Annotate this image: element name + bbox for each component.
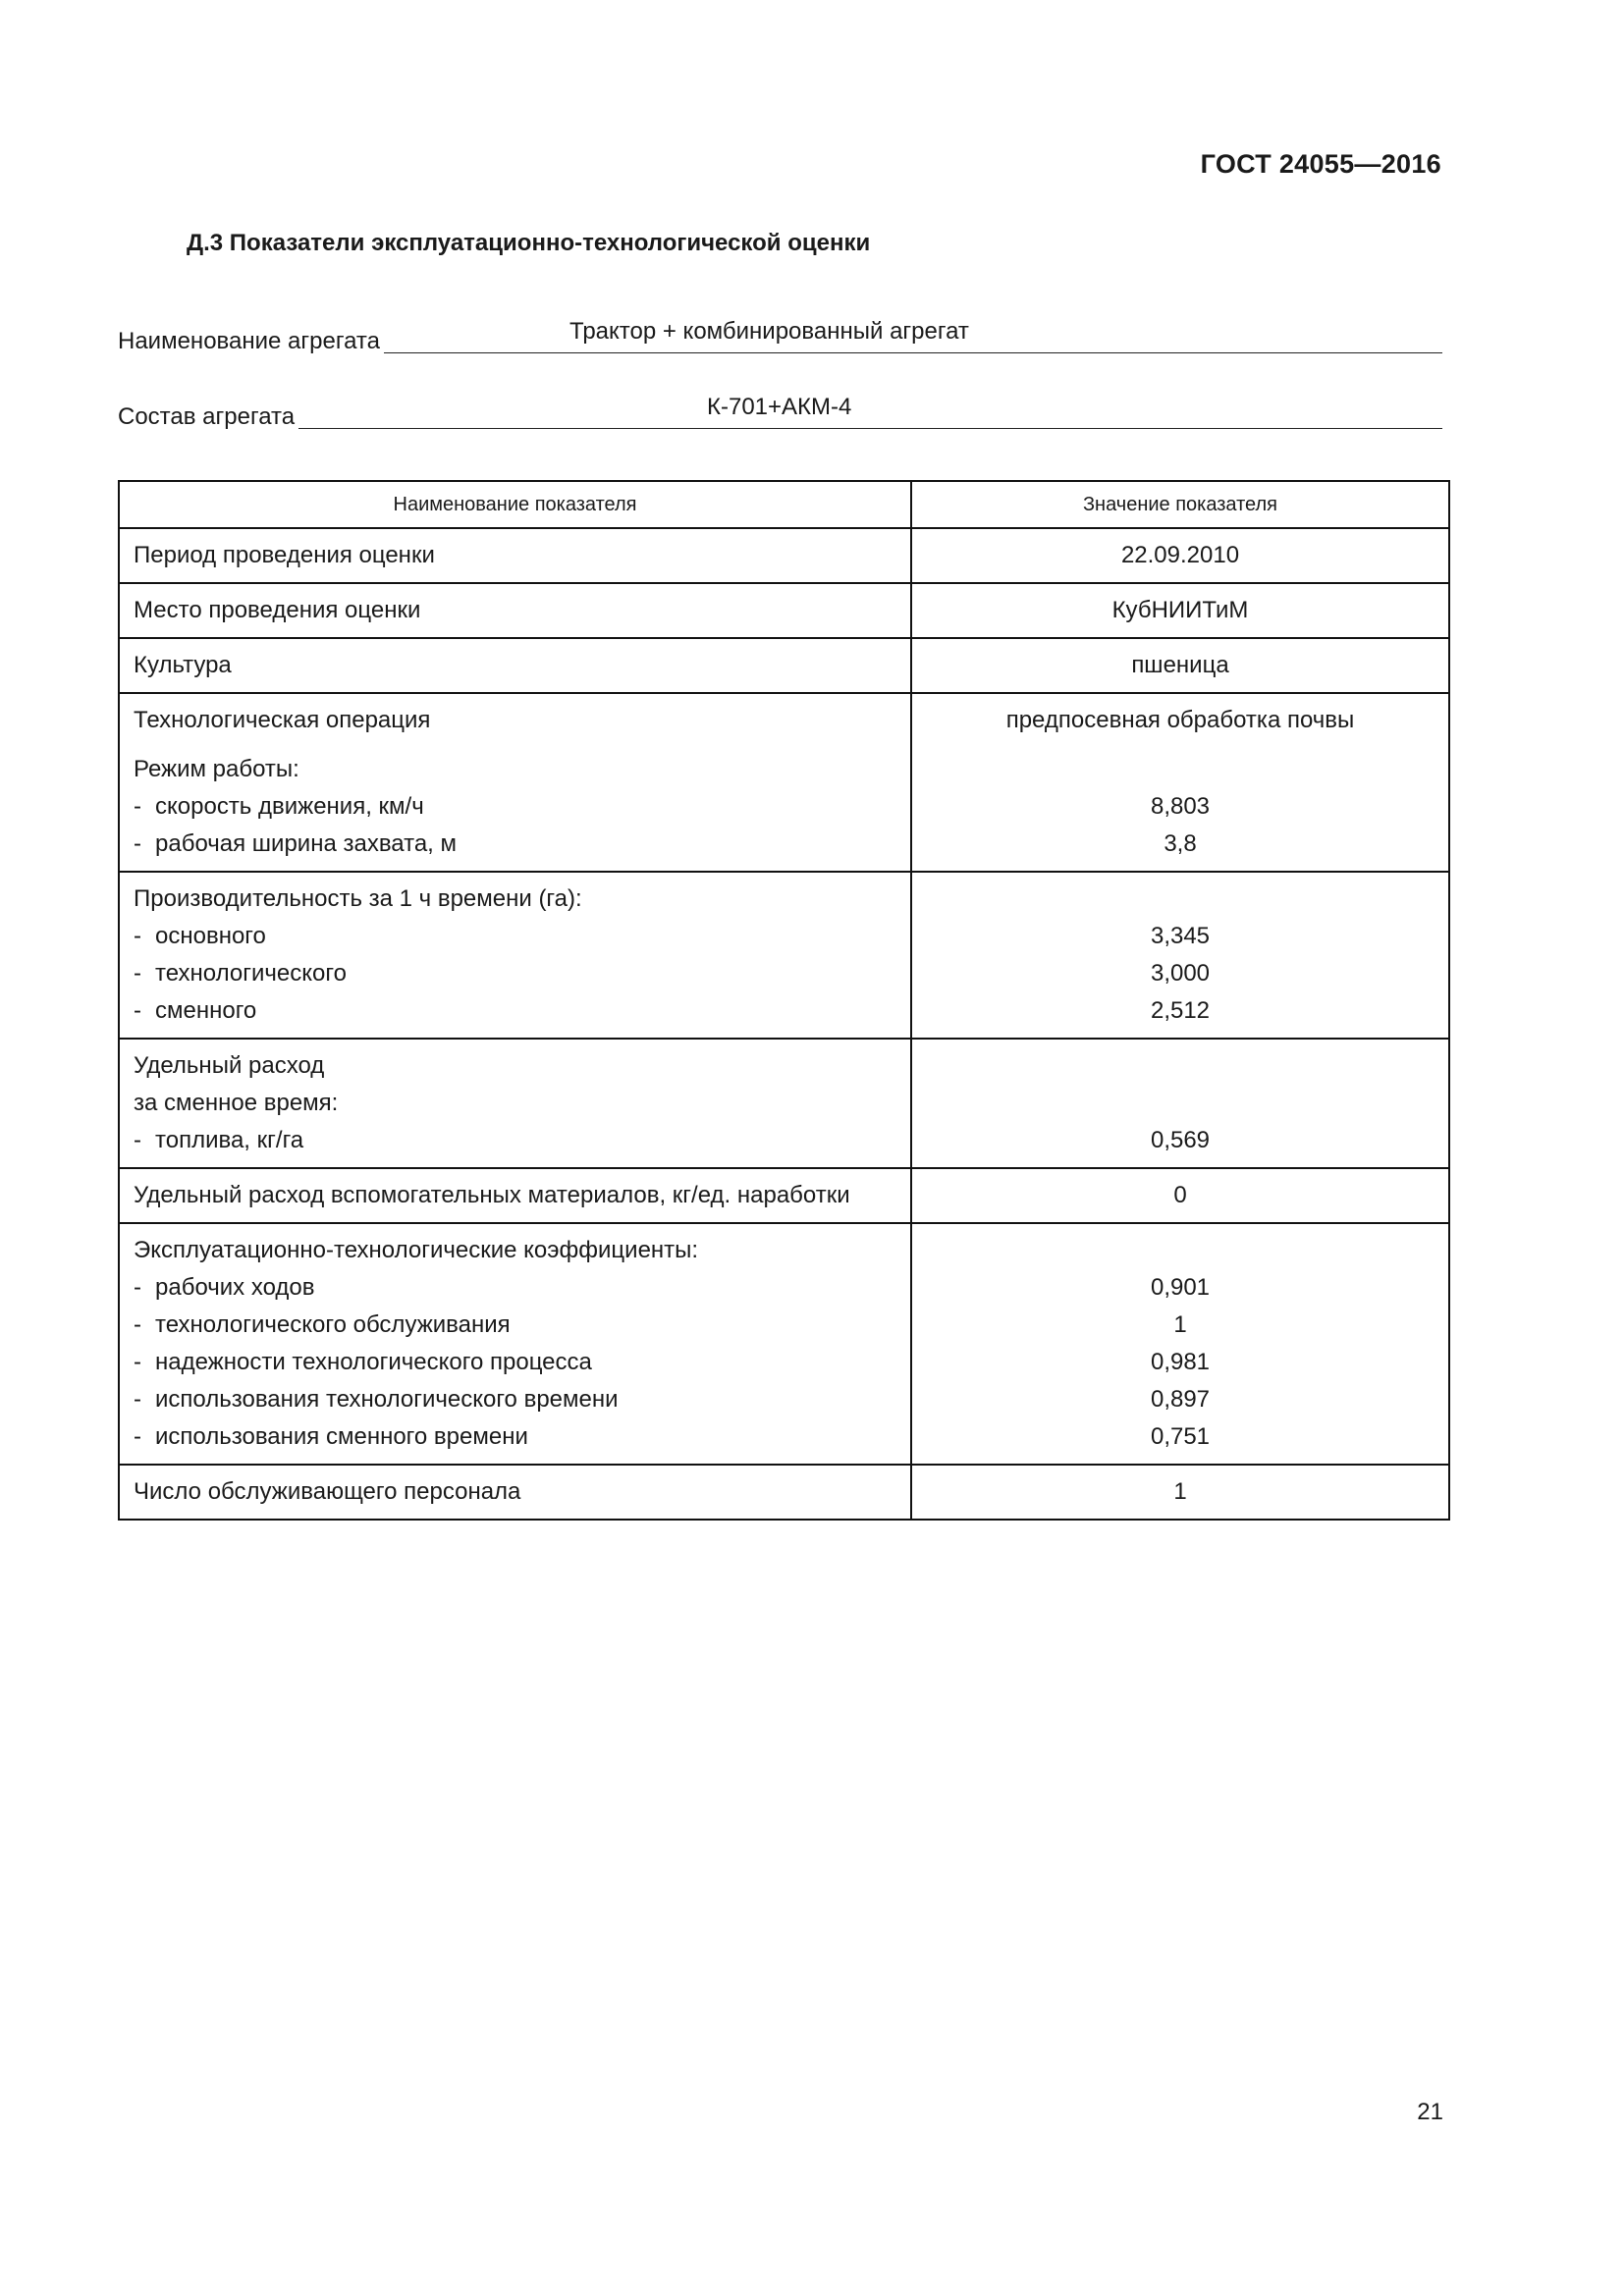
row-value: 8,803 xyxy=(1150,793,1211,820)
list-item: - использования сменного времени xyxy=(134,1423,528,1450)
list-item: - рабочая ширина захвата, м xyxy=(134,830,458,857)
row-value: 0,569 xyxy=(1150,1127,1211,1153)
list-item: - скорость движения, км/ч xyxy=(134,793,424,820)
header-indicator-name: Наименование показателя xyxy=(119,481,911,528)
unit-composition-value: К-701+АКМ-4 xyxy=(707,394,852,420)
row-value: 22.09.2010 xyxy=(1120,542,1240,568)
row-name: Эксплуатационно-технологические коэффициенты: xyxy=(134,1237,699,1263)
row-name: Культура xyxy=(134,652,232,678)
table-row xyxy=(119,872,1449,1039)
unit-name-value: Трактор + комбинированный агрегат xyxy=(569,318,969,345)
unit-composition-label: Состав агрегата xyxy=(118,403,298,431)
list-item: - топлива, кг/га xyxy=(134,1127,304,1153)
row-value: КубНИИТиМ xyxy=(1111,597,1249,623)
row-name: Технологическая операция xyxy=(134,707,431,733)
row-value: 0 xyxy=(1173,1182,1187,1208)
standard-code: ГОСТ 24055—2016 xyxy=(1200,149,1441,179)
table-row xyxy=(119,693,1449,872)
row-value: 0,751 xyxy=(1150,1423,1211,1450)
row-value: 3,345 xyxy=(1150,923,1211,949)
table-row xyxy=(119,638,1449,693)
indicators-table xyxy=(118,480,1450,1521)
row-name: Удельный расход xyxy=(134,1052,325,1079)
table-row xyxy=(119,1039,1449,1168)
row-value: 2,512 xyxy=(1150,997,1211,1024)
row-value: предпосевная обработка почвы xyxy=(1005,707,1355,733)
row-sublabel: за сменное время: xyxy=(134,1090,339,1116)
row-name: Производительность за 1 ч времени (га): xyxy=(134,885,582,912)
list-item: - основного xyxy=(134,923,266,949)
unit-name-field xyxy=(118,316,1442,355)
list-item: - технологического обслуживания xyxy=(134,1311,511,1338)
list-item: - сменного xyxy=(134,997,257,1024)
row-value: 0,981 xyxy=(1150,1349,1211,1375)
unit-name-label: Наименование агрегата xyxy=(118,328,384,355)
row-name: Место проведения оценки xyxy=(134,597,421,623)
table-row xyxy=(119,1465,1449,1520)
section-title: Д.3 Показатели эксплуатационно-технологической оценки xyxy=(187,230,871,256)
row-value: 0,897 xyxy=(1150,1386,1211,1413)
table-row xyxy=(119,1223,1449,1465)
row-value: пшеница xyxy=(1131,652,1229,678)
table-row xyxy=(119,583,1449,638)
row-value: 3,000 xyxy=(1150,960,1211,987)
list-item: - рабочих ходов xyxy=(134,1274,315,1301)
row-name: Период проведения оценки xyxy=(134,542,435,568)
header-indicator-value: Значение показателя xyxy=(911,481,1449,528)
table-row xyxy=(119,1168,1449,1223)
row-name: Число обслуживающего персонала xyxy=(134,1478,521,1505)
row-value: 3,8 xyxy=(1164,830,1197,857)
list-item: - надежности технологического процесса xyxy=(134,1349,592,1375)
table-header-row xyxy=(119,481,1449,528)
table-row xyxy=(119,528,1449,583)
list-item: - технологического xyxy=(134,960,347,987)
row-sublabel: Режим работы: xyxy=(134,756,299,782)
row-value: 1 xyxy=(1173,1311,1187,1338)
unit-composition-underline xyxy=(118,428,1442,429)
row-name: Удельный расход вспомогательных материалов, кг/ед. наработки xyxy=(134,1182,850,1208)
list-item: - использования технологического времени xyxy=(134,1386,619,1413)
unit-composition-field xyxy=(118,392,1442,431)
page-number: 21 xyxy=(1417,2099,1443,2125)
row-value: 1 xyxy=(1173,1478,1187,1505)
row-value: 0,901 xyxy=(1150,1274,1211,1301)
